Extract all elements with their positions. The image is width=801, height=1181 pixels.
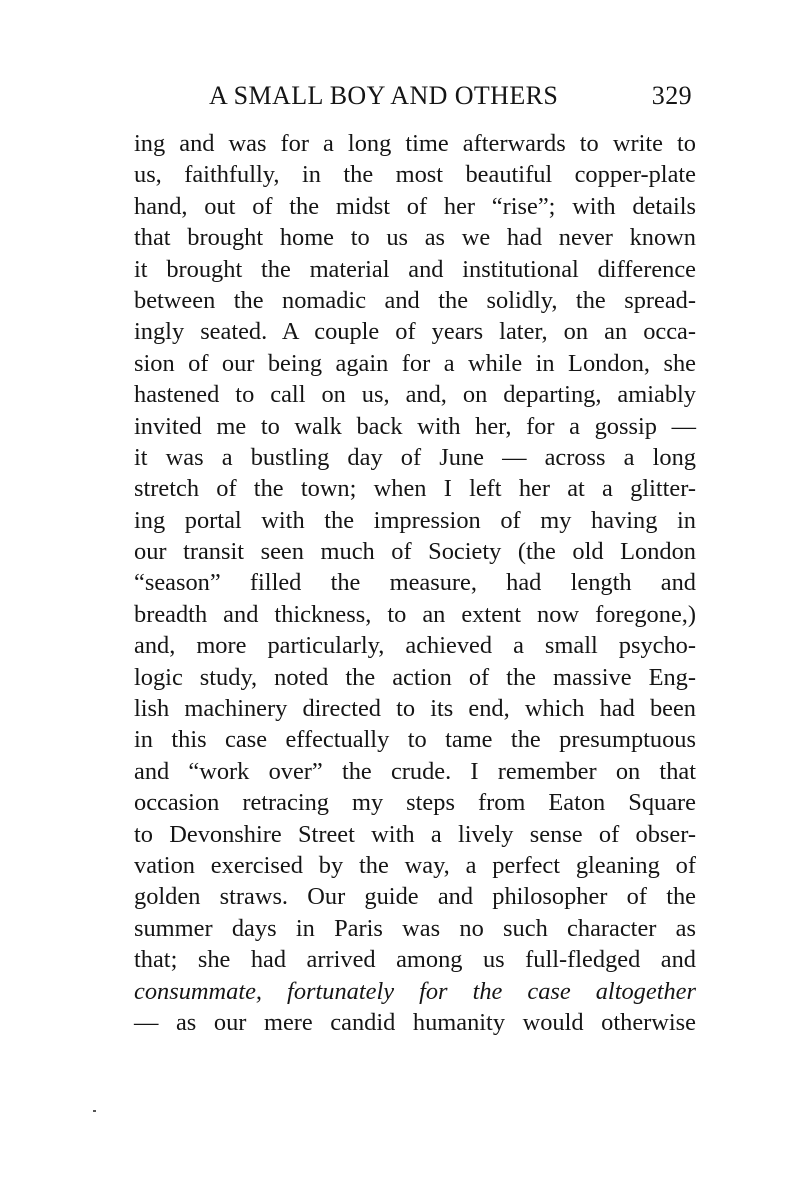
- text-line: our transit seen much of Society (the old London: [134, 538, 696, 566]
- text-line: to Devonshire Street with a lively sense of obser-: [134, 820, 696, 848]
- text-line: breadth and thickness, to an extent now foregone,): [134, 600, 696, 628]
- text-line: and “work over” the crude. I remember on that: [134, 757, 696, 785]
- text-line-italic: consummate, fortunately for the case altogether: [134, 977, 696, 1005]
- text-line: between the nomadic and the solidly, the spread-: [134, 286, 696, 314]
- text-line: it was a bustling day of June — across a long: [134, 443, 696, 471]
- text-line: it brought the material and institutional difference: [134, 255, 696, 283]
- text-line: hastened to call on us, and, on departing, amiably: [134, 381, 696, 409]
- body-text: [134, 128, 696, 1038]
- text-line: invited me to walk back with her, for a gossip —: [134, 412, 696, 440]
- text-line: us, faithfully, in the most beautiful copper-plate: [134, 161, 696, 189]
- text-line: ing portal with the impression of my having in: [134, 506, 696, 534]
- text-line: ing and was for a long time afterwards to write to: [134, 130, 696, 157]
- text-line: and, more particularly, achieved a small psycho-: [134, 632, 696, 660]
- text-line: that brought home to us as we had never known: [134, 224, 696, 252]
- text-line: summer days in Paris was no such character as: [134, 914, 696, 942]
- text-line: hand, out of the midst of her “rise”; with details: [134, 192, 696, 220]
- text-line: ingly seated. A couple of years later, on an occa-: [134, 318, 696, 346]
- running-title: A SMALL BOY AND OTHERS: [209, 81, 559, 110]
- print-speck: [93, 1110, 96, 1112]
- running-head: [209, 79, 696, 113]
- text-line: golden straws. Our guide and philosopher of the: [134, 883, 696, 911]
- text-line: “season” filled the measure, had length and: [134, 569, 696, 597]
- text-line: vation exercised by the way, a perfect gleaning of: [134, 851, 696, 879]
- text-line: in this case effectually to tame the presumptuous: [134, 726, 696, 754]
- text-line: sion of our being again for a while in London, she: [134, 349, 696, 377]
- page-number: 329: [651, 81, 692, 110]
- text-line: that; she had arrived among us full-fledged and: [134, 946, 696, 974]
- text-line: logic study, noted the action of the massive Eng-: [134, 663, 696, 691]
- text-line: stretch of the town; when I left her at a glitter-: [134, 475, 696, 503]
- text-line: lish machinery directed to its end, which had been: [134, 695, 696, 723]
- text-line: — as our mere candid humanity would otherwise: [134, 1008, 696, 1036]
- text-line: occasion retracing my steps from Eaton Square: [134, 789, 696, 817]
